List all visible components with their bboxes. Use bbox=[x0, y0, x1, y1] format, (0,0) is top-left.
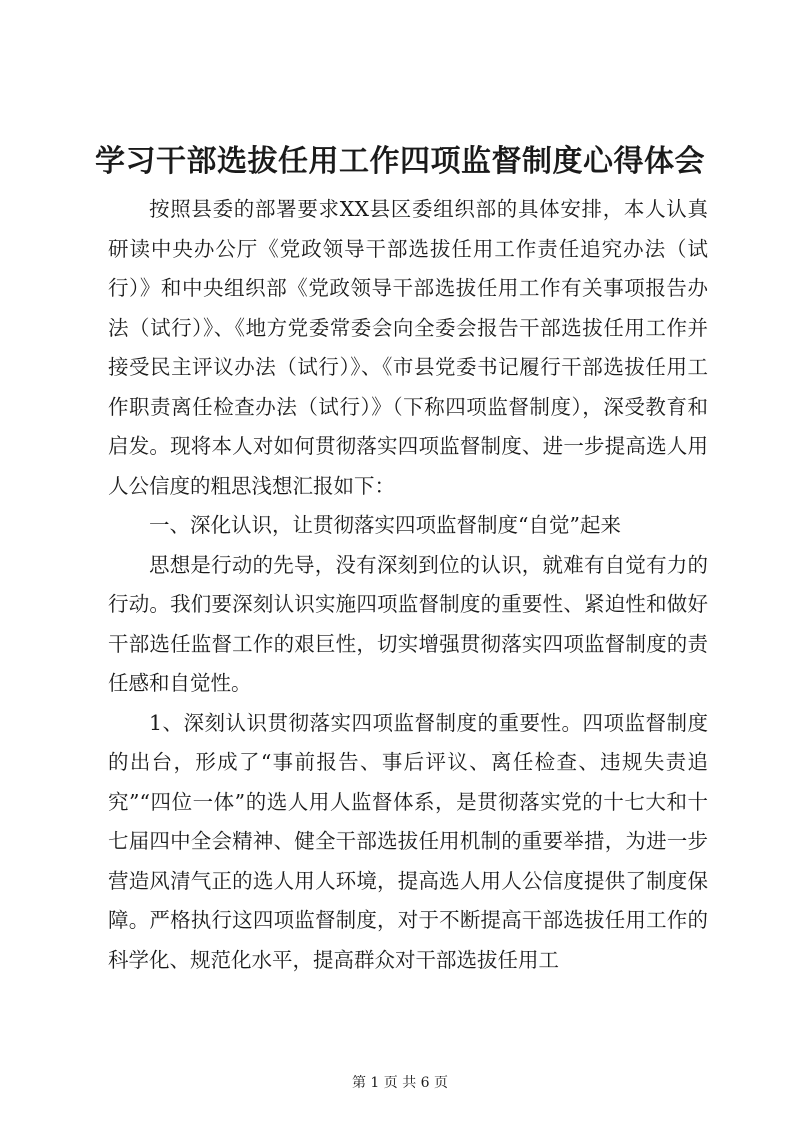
document-title: 学习干部选拔任用工作四项监督制度心得体会 bbox=[95, 144, 705, 179]
page-footer: 第 1 页 共 6 页 bbox=[351, 1075, 449, 1091]
section-heading-1: 一、深化认识，让贯彻落实四项监督制度“自觉”起来 bbox=[149, 513, 621, 537]
paragraph-point-1: 1、深刻认识贯彻落实四项监督制度的重要性。四项监督制度的出台，形成了“事前报告、事后评议、离任检查、违规失责追究”“四位一体”的选人用人监督体系，是贯彻落实党的十七大和十七届四中全会精神、健全干部选拔任用机制的重要举措，为进一步营造风清气正的选人用人环境，提高选人用人公信度提供了制度保障。严格执行这四项监督制度，对于不断提高干部选拔任用工作的科学化、规范化水平，提高群众对干部选拔任用工 bbox=[108, 710, 708, 972]
paragraph-section-1: 思想是行动的先导，没有深刻到位的认识，就难有自觉有力的行动。我们要深刻认识实施四项监督制度的重要性、紧迫性和做好干部选任监督工作的艰巨性，切实增强贯彻落实四项监督制度的责任感和自觉性。 bbox=[108, 552, 708, 695]
paragraph-intro: 按照县委的部署要求XX县区委组织部的具体安排，本人认真研读中央办公厅《党政领导干部选拔任用工作责任追究办法（试行）》和中央组织部《党政领导干部选拔任用工作有关事项报告办法（试行）》、《地方党委常委会向全委会报告干部选拔任用工作并接受民主评议办法（试行）》、《市县党委书记履行干部选拔任用工作职责离任检查办法（试行）》（下称四项监督制度），深受教育和启发。现将本人对如何贯彻落实四项监督制度、进一步提高选人用人公信度的粗思浅想汇报如下： bbox=[108, 197, 708, 498]
document-body bbox=[108, 190, 708, 980]
